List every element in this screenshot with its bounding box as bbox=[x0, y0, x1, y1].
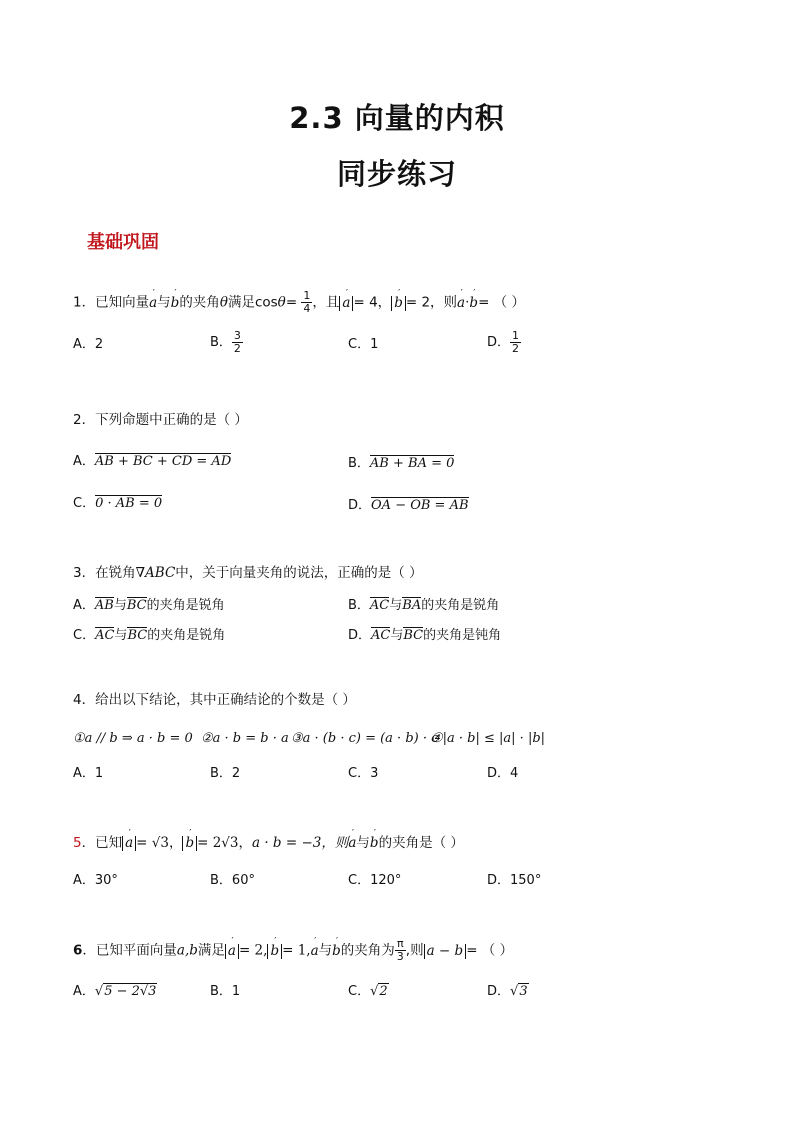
q2-option-a[interactable]: A．AB + BC + CD = AD bbox=[73, 452, 231, 472]
q3-option-b[interactable]: B．AC与BA的夹角是锐角 bbox=[348, 596, 499, 616]
abs-a: ′ a bbox=[339, 296, 353, 311]
question-5: 5．已知′ a = √3，′ b = 2√3，a · b = −3，则′ a与′ b的夹角是（ ） bbox=[73, 833, 464, 853]
q5-option-b[interactable]: B．60° bbox=[210, 873, 255, 888]
page-subtitle: 同步练习 bbox=[336, 157, 457, 191]
abs-b: ′ b bbox=[391, 296, 406, 311]
q5-option-d[interactable]: D．150° bbox=[487, 873, 542, 888]
question-6: 6．已知平面向量a,b满足′ a = 2,′ b = 1,′ a与′ b的夹角为 $\frac{\pi}{3}$ ,则 a − b = （ ） bbox=[73, 938, 513, 963]
question-3: 3．在锐角∇ABC中，关于向量夹角的说法，正确的是（ ） bbox=[73, 565, 423, 581]
q5-option-a[interactable]: A．30° bbox=[73, 873, 118, 888]
q3-option-a[interactable]: A．AB与BC的夹角是锐角 bbox=[73, 596, 225, 616]
question-2: 2．下列命题中正确的是（ ） bbox=[73, 412, 248, 428]
q4-option-c[interactable]: C．3 bbox=[348, 766, 379, 781]
q1-option-a[interactable]: A．2 bbox=[73, 337, 104, 352]
q5-option-c[interactable]: C．120° bbox=[348, 873, 402, 888]
q6-option-b[interactable]: B．1 bbox=[210, 984, 241, 999]
question-1: 1．已知向量′ a与′ b的夹角θ满足cosθ= $\frac{1}{4}$ ，且′ a = 4，′ b = 2，则′ a·′ b= （ ） bbox=[73, 290, 525, 315]
q2-option-b[interactable]: B．AB + BA = 0 bbox=[348, 454, 454, 474]
q4-statement-4: ④|a · b| ≤ |a| · |b| bbox=[431, 731, 546, 746]
q1-option-c[interactable]: C．1 bbox=[348, 337, 379, 352]
q4-statement-2: ②a · b = b · a bbox=[201, 731, 289, 746]
q4-option-b[interactable]: B．2 bbox=[210, 766, 241, 781]
q2-option-d[interactable]: D．OA − OB = AB bbox=[348, 496, 469, 516]
page-title: 2.3 向量的内积 bbox=[289, 101, 505, 135]
q4-statement-1: ①a // b ⇒ a · b = 0 bbox=[73, 731, 193, 746]
q6-option-a[interactable]: A．√5 − 2√3 bbox=[73, 984, 157, 999]
section-heading: 基础巩固 bbox=[87, 232, 159, 253]
q6-option-c[interactable]: C．√2 bbox=[348, 984, 388, 999]
q1-option-b[interactable]: B． $\frac{3}{2}$ bbox=[210, 329, 241, 355]
q4-option-a[interactable]: A．1 bbox=[73, 766, 104, 781]
q4-statement-3: ③a · (b · c) = (a · b) · c bbox=[291, 731, 439, 746]
q1-option-d[interactable]: D． $\frac{1}{2}$ bbox=[487, 329, 520, 355]
fraction: $\frac{1}{4}$ bbox=[303, 289, 311, 315]
question-4: 4．给出以下结论，其中正确结论的个数是（ ） bbox=[73, 692, 356, 708]
q2-option-c[interactable]: C．0 · AB = 0 bbox=[73, 494, 162, 514]
q6-option-d[interactable]: D．√3 bbox=[487, 984, 528, 999]
q3-option-d[interactable]: D．AC与BC的夹角是钝角 bbox=[348, 626, 501, 646]
q3-option-c[interactable]: C．AC与BC的夹角是锐角 bbox=[73, 626, 225, 646]
q4-option-d[interactable]: D．4 bbox=[487, 766, 519, 781]
